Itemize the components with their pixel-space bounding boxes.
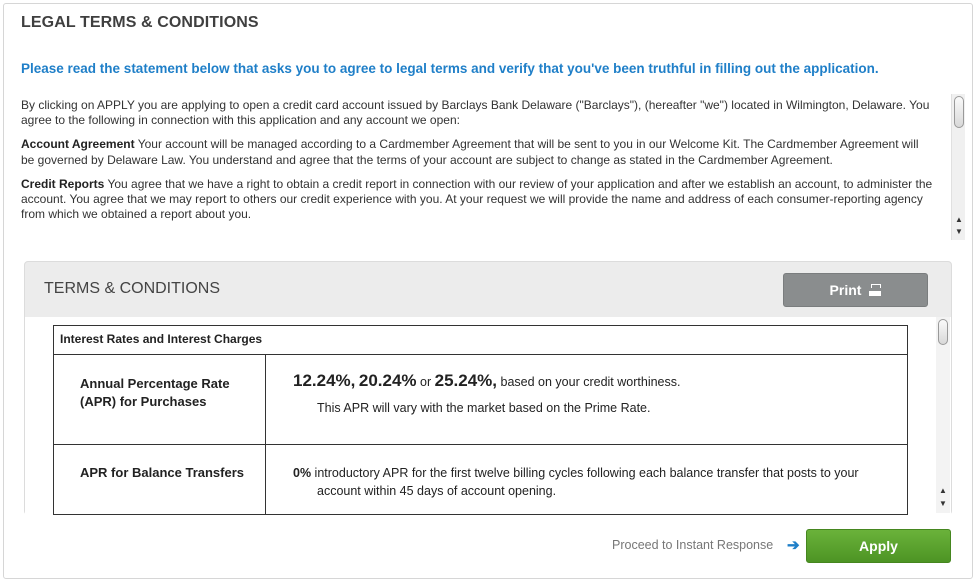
terms-title: TERMS & CONDITIONS bbox=[44, 280, 221, 297]
printer-icon bbox=[869, 284, 881, 297]
apr-rate: 20.24% bbox=[358, 371, 417, 390]
row-value bbox=[266, 445, 908, 515]
apr-note: This APR will vary with the market based on the Prime Rate. bbox=[317, 401, 651, 415]
row-label: Annual Percentage Rate (APR) for Purchases bbox=[54, 355, 266, 445]
rates-table bbox=[53, 325, 908, 515]
legal-intro: By clicking on APPLY you are applying to open a credit card account issued by Barclays Bank Delaware ("Barclays"), (hereafter "we") located in Wilmington, Delaware. You agree to the following in connection with this application and any account we open: bbox=[21, 98, 930, 128]
print-label: Print bbox=[829, 282, 862, 298]
bt-text: introductory APR for the first twelve billing cycles following each balance transfer that posts to your bbox=[311, 466, 859, 480]
page-title: LEGAL TERMS & CONDITIONS bbox=[21, 14, 259, 31]
scroll-thumb[interactable] bbox=[954, 96, 964, 128]
terms-content[interactable] bbox=[25, 317, 951, 515]
table-header: Interest Rates and Interest Charges bbox=[54, 326, 908, 355]
legal-statement[interactable] bbox=[21, 98, 951, 242]
section-text: Your account will be managed according to a Cardmember Agreement that will be sent to you in our Welcome Kit. The Cardmember Agreement will be governed by Delaware Law. You understand and agree that the terms of your account are subject to change as stated in the Cardmember Agreement. bbox=[21, 137, 919, 167]
scroll-thumb[interactable] bbox=[938, 319, 948, 345]
or-text: or bbox=[420, 375, 432, 389]
row-value bbox=[266, 355, 908, 445]
section-text: You agree that we have a right to obtain a credit report in connection with our review of your application and after we establish an account, to administer the account. You agree that we may report to others our credit experience with you. At your request we will provide the name and address of each consumer-reporting agency from which we obtained a report about you. bbox=[21, 176, 933, 222]
scroll-down-icon[interactable]: ▼ bbox=[939, 499, 947, 508]
proceed-text: Proceed to Instant Response bbox=[612, 538, 774, 552]
scroll-up-icon[interactable]: ▲ bbox=[955, 215, 963, 224]
section-heading: Account Agreement bbox=[21, 137, 135, 152]
apr-rate: 25.24%, bbox=[434, 371, 498, 390]
apply-button[interactable]: Apply bbox=[806, 529, 951, 563]
print-button[interactable] bbox=[783, 273, 928, 307]
page-subtitle: Please read the statement below that asks you to agree to legal terms and verify that you've been truthful in filling out the application. bbox=[21, 61, 879, 76]
intro-apr: 0% bbox=[293, 466, 312, 480]
terms-scrollbar[interactable] bbox=[936, 317, 950, 513]
apr-rate: 12.24%, bbox=[293, 371, 356, 390]
legal-scrollbar[interactable] bbox=[951, 94, 965, 240]
table-row bbox=[54, 445, 908, 515]
table-row bbox=[54, 326, 908, 355]
legal-section-account-agreement bbox=[21, 137, 933, 167]
legal-section-credit-reports bbox=[21, 177, 933, 223]
scroll-up-icon[interactable]: ▲ bbox=[939, 486, 947, 495]
table-row bbox=[54, 355, 908, 445]
row-label: APR for Balance Transfers bbox=[54, 445, 266, 515]
terms-conditions-box bbox=[24, 261, 952, 515]
arrow-right-icon: ➔ bbox=[787, 537, 800, 554]
rate-suffix: based on your credit worthiness. bbox=[500, 375, 681, 389]
section-heading: Credit Reports bbox=[21, 176, 105, 191]
bt-text-continued: account within 45 days of account opening. bbox=[317, 484, 557, 498]
scroll-down-icon[interactable]: ▼ bbox=[955, 227, 963, 236]
